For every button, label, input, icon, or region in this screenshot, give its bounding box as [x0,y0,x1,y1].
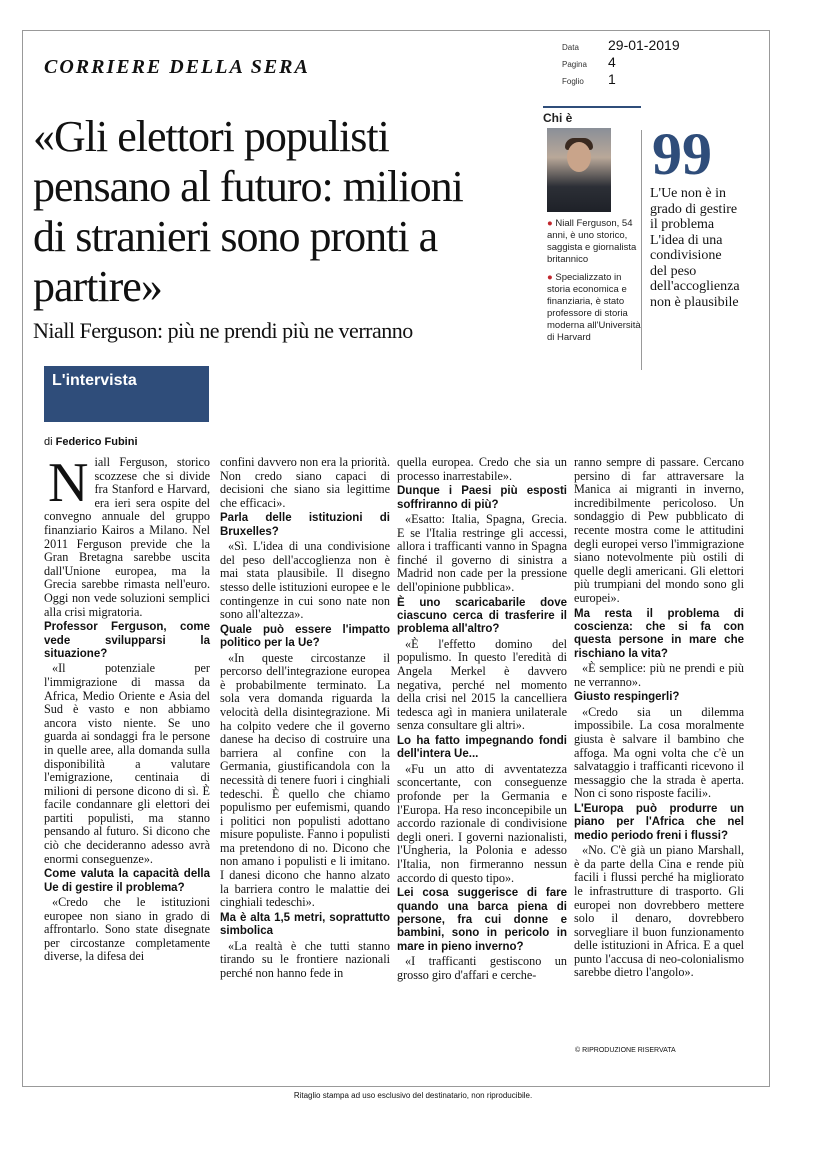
question: Dunque i Paesi più esposti soffriranno di più? [397,485,567,511]
paragraph: quella europea. Credo che sia un processo inarrestabile». [397,455,567,483]
bio-sidebar [543,106,641,344]
question: L'Europa può produrre un piano per l'Africa che nel medio periodo freni i flussi? [574,802,744,842]
paragraph: confini davvero non era la priorità. Non credo siano capaci di decisioni che siano sia legittime che efficaci». [220,455,390,510]
subheadline: Niall Ferguson: più ne prendi più ne verranno [33,318,413,343]
question: Lo ha fatto impegnando fondi dell'intera Ue... [397,734,567,761]
clipping-disclaimer: Ritaglio stampa ad uso esclusivo del destinatario, non riproducibile. [293,1091,533,1100]
copyright-notice: © RIPRODUZIONE RISERVATA [575,1047,676,1054]
question: Come valuta la capacità della Ue di gestire il problema? [44,868,210,894]
section-tag [44,366,209,422]
question: Parla delle istituzioni di Bruxelles? [220,512,390,538]
paragraph: iall Ferguson, storico scozzese che si divide fra Stanford e Harvard, era ieri sera ospite del convegno annuale del gruppo finanziario Kairos a Milano. Nel 2011 Ferguson previde che la Gran Bretagna sarebbe uscita dall'Unione europea, ma la Grecia sarebbe rimasta nell'euro. Oggi non vede soluzioni semplici alla crisi migratoria. [44,455,210,619]
clipping-meta [562,37,680,88]
paragraph: «Fu un atto di avventatezza sconcertante, con conseguenze profonde per la Germania e l'Europa. Ha reso inconcepibile un accordo razionale di condivisione degli oneri. I governi nazionalisti, l'Ungheria, la Polonia e adesso l'Italia, non firmeranno nessun accordo di questo tipo». [397,761,567,885]
paragraph: «I trafficanti gestiscono un grosso giro d'affari e cerche- [397,954,567,982]
paragraph: «La realtà è che tutti stanno tirando su le frontiere nazionali perché non hanno fede in [220,938,390,980]
sheet-label: Foglio [562,77,584,86]
date-label: Data [562,43,579,52]
question: Ma resta il problema di coscienza: che si fa con questa persone in mare che rischiano la vita? [574,607,744,660]
paragraph: «No. C'è già un piano Marshall, è da parte della Cina e rende più facili i flussi perché ha migliorato le infrastrutture di trasporto. Gli europei non dovrebbero mettere solo il denaro, dovrebbero sorvegliare il buon funzionamento delle istituzioni in Africa. E a quel punto l'accusa di neo-colonialismo sarebbe dietro l'angolo». [574,843,744,980]
question: Ma è alta 1,5 metri, soprattutto simbolica [220,911,390,938]
question: Giusto respingerli? [574,691,680,704]
bullet-icon: ● [547,218,553,229]
question: Quale può essere l'impatto politico per la Ue? [220,623,390,650]
bio-text-2: Specializzato in storia economica e finanziaria, è stato professore di storia moderna all'Università di Harvard [547,272,641,343]
section-tag-label: L'intervista [52,372,137,389]
question: È uno scaricabarile dove ciascuno cerca di trasferire il problema all'altro? [397,596,567,636]
sheet-value: 1 [608,71,616,87]
paragraph: «Esatto: Italia, Spagna, Grecia. E se l'Italia restringe gli accessi, allora i trafficanti vanno in Spagna finché il governo di sinistra a Madrid non cade per la pressione dell'opinione pubblica». [397,512,567,594]
paragraph: «È l'effetto domino del populismo. In questo l'eredità di Angela Merkel è davvero negativa, perché nel momento della crisi nel 2015 la cancelliera tedesca agì in maniera unilaterale senza consultare gli altri». [397,636,567,733]
byline-author: Federico Fubini [55,436,138,448]
author-portrait [547,128,611,212]
drop-cap: N [48,452,89,514]
paragraph: «Il potenziale per l'immigrazione di massa da Africa, Medio Oriente e Asia del Sud è vasto e non abbiamo ancora visto niente. Se uno guarda ai sondaggi fra le persone in quelle aree, alla domanda sulla disponibilità a valutare l'emigrazione, centinaia di milioni di persone dicono di sì. È facile condannare gli elettori dei partiti populisti, ma stanno pensando al futuro. Si dicono che ciò che decideranno adesso avrà enormi conseguenze». [44,661,210,866]
question: Professor Ferguson, come vede svilupparsi la situazione? [44,621,210,660]
bio-text-1: Niall Ferguson, 54 anni, è uno storico, saggista e giornalista britannico [547,218,637,265]
paragraph: ranno sempre di passare. Cercano persino di far attraversare la Manica ai migranti in inverno, incredibilmente pericoloso. Un sondaggio di Pew pubblicato di recente mostra come le attitudini degli europei verso l'immigrazione siano notevolmente più ostili di quelle degli americani. Gli elettori più trumpiani del mondo sono gli europei». [574,455,744,605]
quote-mark-icon: 99 [652,121,712,187]
article-column-1 [44,452,210,964]
byline [44,436,138,448]
paragraph: «In queste circostanze il percorso dell'integrazione europea è probabilmente terminato. La sola vera domanda riguarda la velocità della disintegrazione. Mi ha colpito vedere che il governo danese ha deciso di costruire una barriera al confine con la Germania, giustificandola con la necessità di tenere fuori i cinghiali tedeschi. È quello che chiamo populismo per eufemismi, quando i politici non populisti adottano misure populiste. Fanno i populisti ma pretendono di no. Dicono che non amano i populisti e li imitano. I danesi dicono che hanno alzato la barriera contro le malattie dei cinghiali tedeschi». [220,650,390,910]
article-column-4 [574,456,744,980]
paragraph: «Credo sia un dilemma impossibile. La cosa moralmente giusta è salvare il bambino che affoga. Ma ogni volta che c'è un salvataggio i trafficanti ricevono il messaggio che la strada è aperta. Non ci sono risposte facili». [574,704,744,801]
sidebar-title: Chi è [543,106,641,124]
bullet-icon: ● [547,272,553,283]
pull-quote [641,121,742,370]
masthead: CORRIERE DELLA SERA [44,56,310,78]
headline: «Gli elettori populisti pensano al futuro: milioni di stranieri sono pronti a partire» [33,112,463,311]
date-value: 29-01-2019 [608,37,680,53]
article-column-3 [397,456,567,982]
paragraph: «È semplice: più ne prendi e più ne verranno». [574,661,744,689]
page-label: Pagina [562,60,587,69]
paragraph: «Credo che le istituzioni europee non siano in grado di affrontarlo. Sono state disegnate per circostanze completamente diverse, la difesa dei [44,895,210,964]
page-value: 4 [608,54,616,70]
article-column-2 [220,456,390,980]
question: Lei cosa suggerisce di fare quando una barca piena di persone, fra cui donne e bambini, sono in pericolo in mare in pieno inverno? [397,887,567,953]
paragraph: «Sì. L'idea di una condivisione del peso dell'accoglienza non è mai stata plausibile. Il disegno stesso delle istituzioni europee e le contingenze in cui sono nate non sono all'altezza». [220,539,390,622]
pull-quote-text: L'Ue non è in grado di gestire il problema L'idea di una condivisione del peso dell'accoglienza non è plausibile [650,186,740,310]
bio-paragraph [547,218,641,266]
bio-paragraph [547,272,641,344]
byline-prefix: di [44,436,53,448]
